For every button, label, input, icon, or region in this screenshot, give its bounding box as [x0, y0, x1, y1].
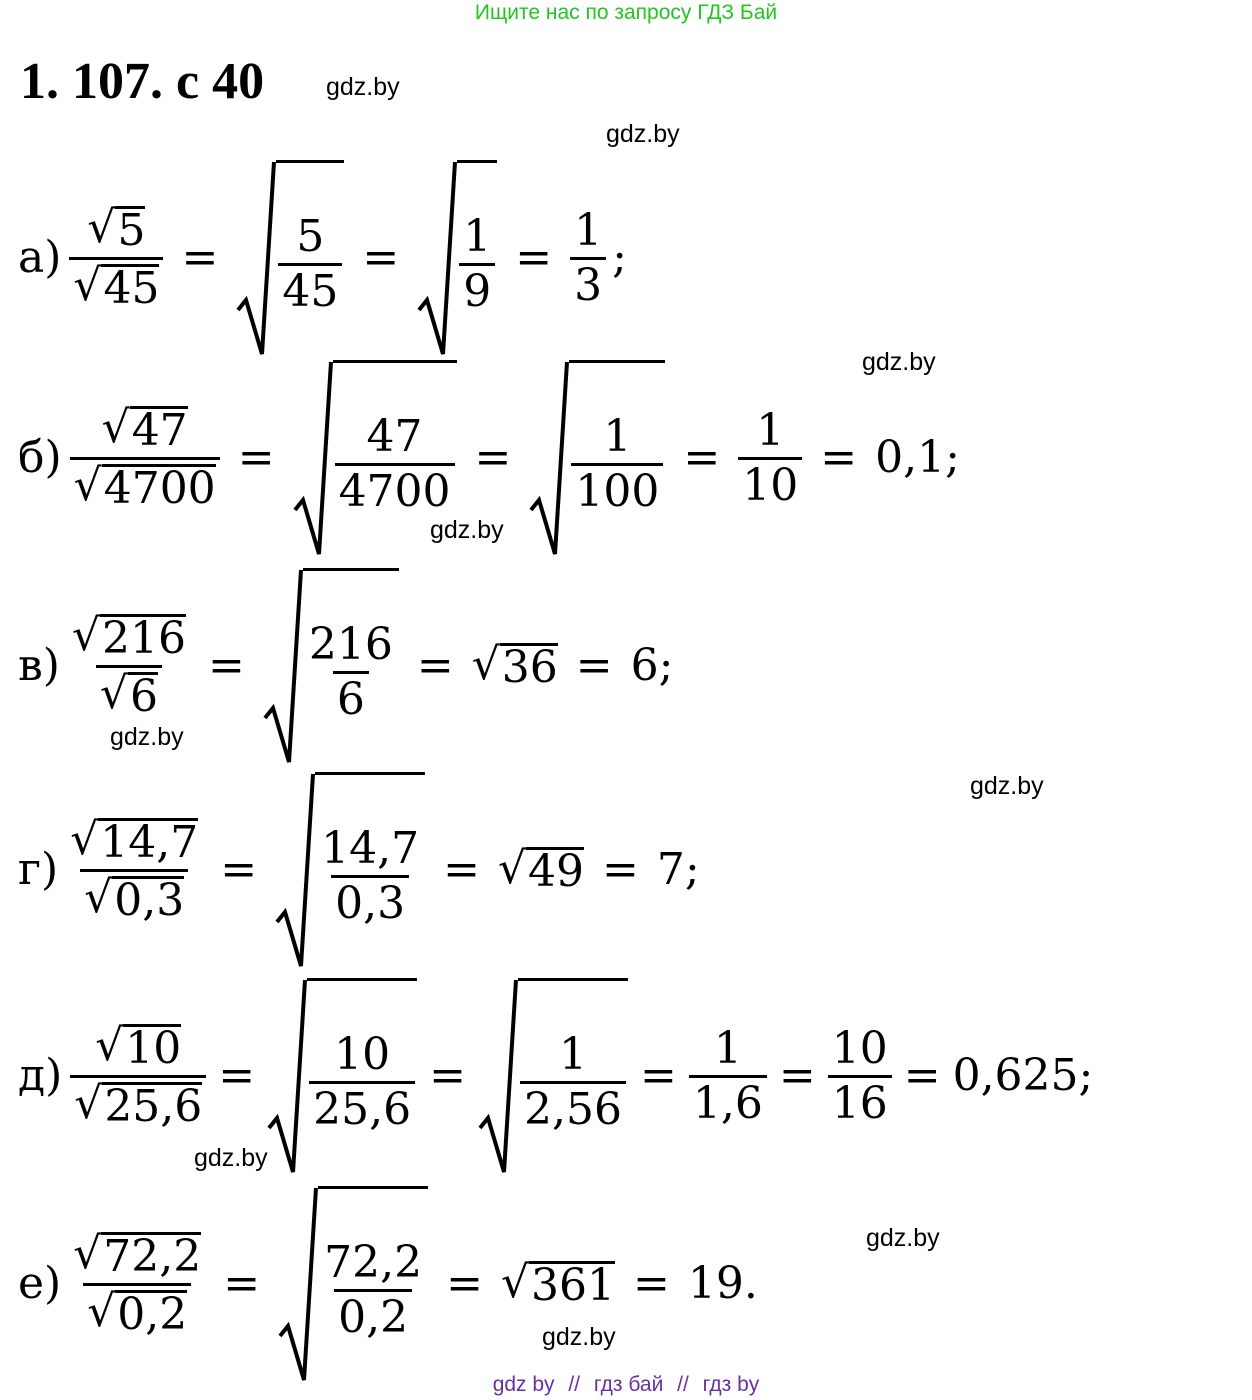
lhs-fraction: √ 216 √ 6 — [71, 609, 186, 722]
watermark: gdz.by — [542, 1323, 616, 1351]
item-label: а) — [18, 232, 62, 283]
radical-fraction: $\frac{1}{2,56}$ — [478, 978, 628, 1174]
equation-row-v: в) √ 216 √ 6 = $\frac{216}{6}$ = √ 36 = 6; — [18, 568, 673, 764]
watermark: gdz.by — [862, 348, 936, 376]
footer-link[interactable]: гдз by — [702, 1373, 760, 1396]
radical-fraction: $\frac{47}{4700}$ — [293, 360, 457, 556]
equation-row-e: е) √ 72,2 √ 0,2 = $\frac{72,2}{0,2}$ = √ 361 = 19. — [18, 1186, 758, 1382]
radical-fraction: $\frac{1}{100}$ — [529, 360, 665, 556]
item-label: д) — [18, 1050, 63, 1101]
result-fraction: $\frac{1}{1,6}$ — [689, 1027, 767, 1126]
radical-fraction: $\frac{216}{6}$ — [263, 568, 399, 764]
item-label: г) — [18, 844, 59, 895]
watermark: gdz.by — [194, 1144, 268, 1172]
square-root: √ 36 — [471, 638, 558, 693]
exercise-title: 1. 107. с 40 — [20, 53, 265, 110]
item-label: б) — [18, 432, 62, 483]
lhs-fraction: √ 5 √ 45 — [69, 206, 163, 311]
radical-fraction: $\frac{10}{25,6}$ — [267, 978, 417, 1174]
watermark: gdz.by — [326, 73, 400, 101]
watermark: gdz.by — [606, 120, 680, 148]
lhs-fraction: √ 14,7 √ 0,3 — [70, 813, 199, 926]
equation-row-a: а) √ 5 √ 45 = $\frac{5}{45}$ = $\frac{1}{9}$ = $\frac{1}{3}$ ; — [18, 160, 627, 356]
footer-link[interactable]: gdz by — [492, 1373, 555, 1396]
equation-row-g: г) √ 14,7 √ 0,3 = $\frac{14,7}{0,3}$ = √ 49 = 7; — [18, 772, 700, 968]
lhs-fraction: √ 47 √ 4700 — [70, 406, 220, 511]
watermark: gdz.by — [110, 723, 184, 751]
watermark: gdz.by — [430, 516, 504, 544]
result-fraction: $\frac{10}{16}$ — [828, 1027, 892, 1126]
radical-fraction: $\frac{14,7}{0,3}$ — [275, 772, 425, 968]
radical-fraction: $\frac{5}{45}$ — [236, 160, 344, 356]
square-root: √ 49 — [497, 842, 584, 897]
watermark: gdz.by — [866, 1224, 940, 1252]
search-hint-banner: Ищите нас по запросу ГДЗ Бай — [474, 1, 778, 24]
equation-row-d: д) √ 10 √ 25,6 = $\frac{10}{25,6}$ = $\frac{1}{2,56}$ = $\frac{1}{1,6}$ = $\frac{10}{16}$ = 0,625; — [18, 978, 1093, 1174]
footer-link[interactable]: гдз бай — [593, 1373, 664, 1396]
lhs-fraction: √ 72,2 √ 0,2 — [73, 1227, 202, 1340]
result-fraction: $\frac{1}{3}$ — [570, 209, 606, 308]
radical-fraction: $\frac{1}{9}$ — [417, 160, 497, 356]
radical-fraction: $\frac{72,2}{0,2}$ — [278, 1186, 428, 1382]
equation-row-b: б) √ 47 √ 4700 = $\frac{47}{4700}$ = $\frac{1}{100}$ = $\frac{1}{10}$ = 0,1; — [18, 360, 960, 556]
footer-links: gdz by // гдз бай // гдз by — [492, 1373, 760, 1396]
lhs-fraction: √ 10 √ 25,6 — [70, 1024, 206, 1129]
item-label: е) — [18, 1258, 62, 1309]
watermark: gdz.by — [970, 772, 1044, 800]
square-root: √ 361 — [500, 1256, 615, 1311]
result-fraction: $\frac{1}{10}$ — [738, 409, 802, 508]
item-label: в) — [18, 640, 60, 691]
